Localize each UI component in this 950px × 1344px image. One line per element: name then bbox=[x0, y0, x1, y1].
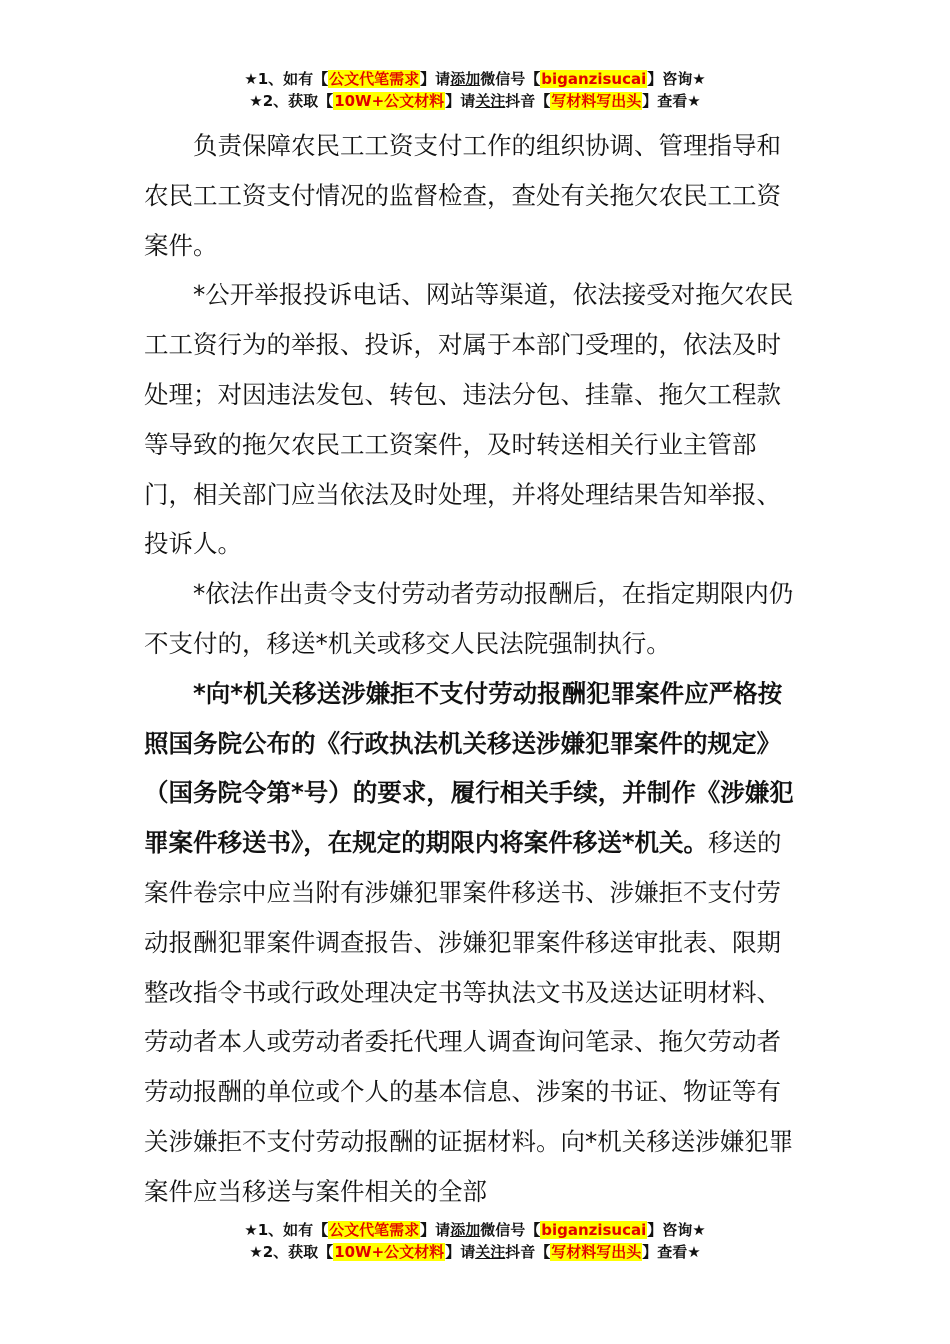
document-body bbox=[144, 121, 804, 1217]
wechat-id-highlight: biganzisucai bbox=[541, 1221, 647, 1239]
materials-highlight: 10W+公文材料 bbox=[334, 92, 445, 110]
header-line-2-mid: 】请 bbox=[445, 92, 476, 110]
header-line-2-mid2: 抖音【 bbox=[505, 92, 551, 110]
header-line-2-suffix: 】查看★ bbox=[642, 92, 701, 110]
header-line-1-suffix: 】咨询★ bbox=[647, 70, 706, 88]
footer-line-1-mid: 】请 bbox=[420, 1221, 451, 1239]
footer-line-2-suffix: 】查看★ bbox=[642, 1243, 701, 1261]
douyin-id-highlight: 写材料写出头 bbox=[551, 92, 642, 110]
footer-line-1-suffix: 】咨询★ bbox=[647, 1221, 706, 1239]
add-underlined: 添加 bbox=[450, 70, 481, 88]
paragraph-3: *依法作出责令支付劳动者劳动报酬后，在指定期限内仍不支付的，移送*机关或移交人民法院强制执行。 bbox=[144, 579, 794, 658]
paragraph-4-bold: *向*机关移送涉嫌拒不支付劳动报酬犯罪案件应严格按照国务院公布的《行政执法机关移送涉嫌犯罪案件的规定》（国务院令第*号）的要求，履行相关手续，并制作《涉嫌犯罪案件移送书》，在规定的期限内将案件移送*机关。 bbox=[144, 678, 794, 858]
header-line-2-prefix: ★2、获取【 bbox=[249, 92, 334, 110]
header-line-1-mid2: 微信号【 bbox=[480, 70, 541, 88]
footer-line-2-mid2: 抖音【 bbox=[505, 1243, 551, 1261]
footer-banner bbox=[0, 1219, 950, 1263]
footer-line-1 bbox=[0, 1219, 950, 1241]
paragraph-2: *公开举报投诉电话、网站等渠道，依法接受对拖欠农民工工资行为的举报、投诉，对属于本部门受理的，依法及时处理；对因违法发包、转包、违法分包、挂靠、拖欠工程款等导致的拖欠农民工工资案件，及时转送相关行业主管部门，相关部门应当依法及时处理，并将处理结果告知举报、投诉人。 bbox=[144, 280, 794, 559]
materials-highlight: 10W+公文材料 bbox=[334, 1243, 445, 1261]
douyin-id-highlight: 写材料写出头 bbox=[551, 1243, 642, 1261]
footer-line-2-prefix: ★2、获取【 bbox=[249, 1243, 334, 1261]
service-highlight: 公文代笔需求 bbox=[329, 70, 420, 88]
follow-underlined: 关注 bbox=[475, 92, 506, 110]
footer-line-2 bbox=[0, 1241, 950, 1263]
header-line-1-prefix: ★1、如有【 bbox=[244, 70, 329, 88]
wechat-id-highlight: biganzisucai bbox=[541, 70, 647, 88]
footer-line-2-mid: 】请 bbox=[445, 1243, 476, 1261]
follow-underlined: 关注 bbox=[475, 1243, 506, 1261]
header-line-1 bbox=[0, 68, 950, 90]
footer-line-1-mid2: 微信号【 bbox=[480, 1221, 541, 1239]
add-underlined: 添加 bbox=[450, 1221, 481, 1239]
paragraph-1: 负责保障农民工工资支付工作的组织协调、管理指导和农民工工资支付情况的监督检查，查处有关拖欠农民工工资案件。 bbox=[144, 131, 781, 260]
paragraph-4 bbox=[144, 669, 804, 1217]
header-banner bbox=[0, 68, 950, 112]
service-highlight: 公文代笔需求 bbox=[329, 1221, 420, 1239]
header-line-1-mid: 】请 bbox=[420, 70, 451, 88]
header-line-2 bbox=[0, 90, 950, 112]
footer-line-1-prefix: ★1、如有【 bbox=[244, 1221, 329, 1239]
paragraph-4-rest: 移送的案件卷宗中应当附有涉嫌犯罪案件移送书、涉嫌拒不支付劳动报酬犯罪案件调查报告、涉嫌犯罪案件移送审批表、限期整改指令书或行政处理决定书等执法文书及送达证明材料、劳动者本人或劳动者委托代理人调查询问笔录、拖欠劳动者劳动报酬的单位或个人的基本信息、涉案的书证、物证等有关涉嫌拒不支付劳动报酬的证据材料。向*机关移送涉嫌犯罪案件应当移送与案件相关的全部 bbox=[144, 828, 794, 1206]
